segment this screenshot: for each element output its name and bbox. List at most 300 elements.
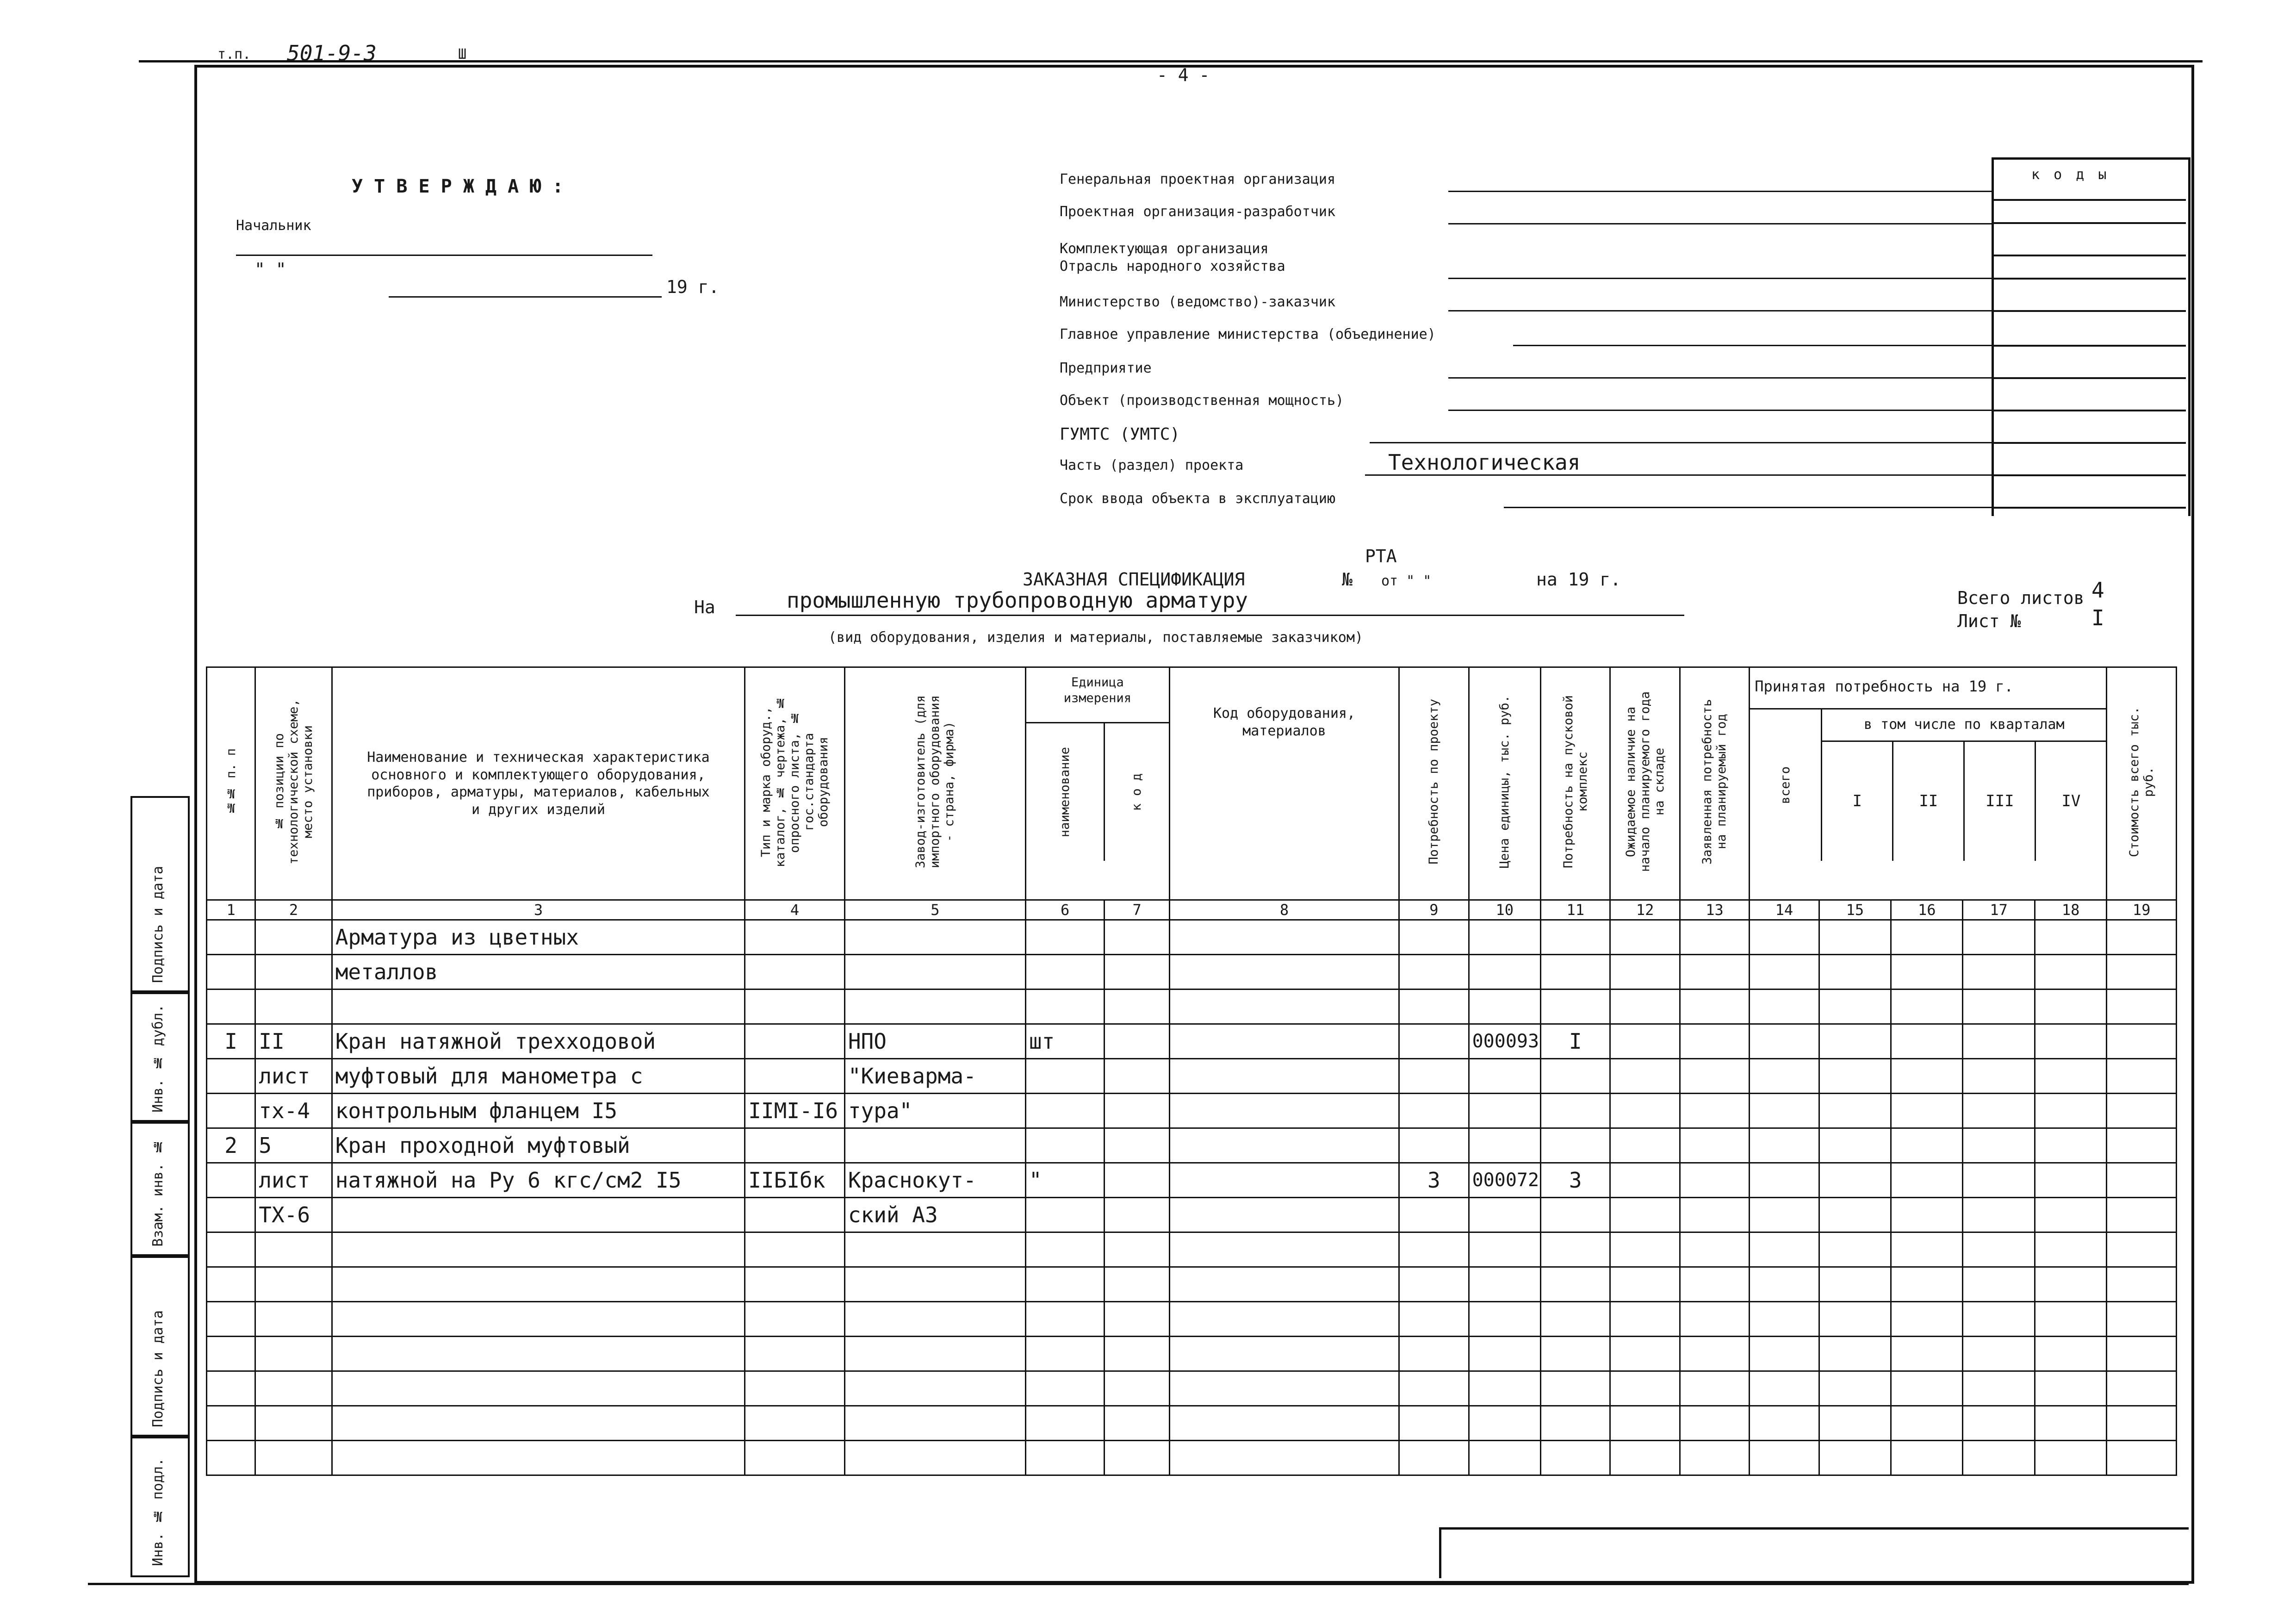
cell-c8 — [1169, 1163, 1399, 1198]
spec-title: ЗАКАЗНАЯ СПЕЦИФИКАЦИЯ — [1023, 569, 1245, 590]
codes-box — [1992, 157, 2191, 516]
cell-c1 — [207, 1267, 255, 1302]
org-field-label: Отрасль народного хозяйства — [1060, 258, 1285, 274]
cell-c14 — [1750, 989, 1819, 1024]
cell-c15 — [1819, 1337, 1891, 1371]
column-number: 18 — [2035, 900, 2106, 920]
cell-c6 — [1025, 955, 1104, 989]
cell-c5 — [844, 1441, 1025, 1475]
cell-c17 — [1963, 1094, 2035, 1128]
cell-c19 — [2107, 1198, 2177, 1232]
cell-c18 — [2035, 920, 2106, 955]
cell-c15 — [1819, 1094, 1891, 1128]
cell-c7 — [1105, 989, 1169, 1024]
approve-date-line — [389, 296, 662, 298]
cell-c6 — [1025, 1059, 1104, 1094]
cell-c12 — [1610, 1337, 1680, 1371]
cell-c5 — [844, 1406, 1025, 1441]
org-field-label: Проектная организация-разработчик — [1060, 204, 1336, 220]
cell-c5: "Киевармa- — [844, 1059, 1025, 1094]
header-c8: Код оборудования, материалов — [1169, 667, 1399, 900]
q1-header: I — [1822, 742, 1893, 861]
cell-c5 — [844, 955, 1025, 989]
cell-c2: ТХ-6 — [255, 1198, 332, 1232]
cell-c2 — [255, 1441, 332, 1475]
cell-c4: IIМI-I6 — [745, 1094, 845, 1128]
cell-c14 — [1750, 1163, 1819, 1198]
spec-from: от " " — [1381, 573, 1432, 589]
codes-row-line — [1992, 410, 2186, 411]
cell-c4 — [745, 1059, 845, 1094]
cell-c6: шт — [1025, 1024, 1104, 1059]
cell-c18 — [2035, 989, 2106, 1024]
cell-c7 — [1105, 1441, 1169, 1475]
cell-c4 — [745, 955, 845, 989]
cell-c17 — [1963, 1267, 2035, 1302]
cell-c16 — [1891, 1232, 1963, 1267]
cell-c14 — [1750, 955, 1819, 989]
table-row — [207, 1302, 2177, 1337]
cell-c19 — [2107, 1441, 2177, 1475]
cell-c15 — [1819, 1267, 1891, 1302]
cell-c4 — [745, 1302, 845, 1337]
cell-c2 — [255, 1267, 332, 1302]
cell-c16 — [1891, 1094, 1963, 1128]
cell-c17 — [1963, 1024, 2035, 1059]
cell-c8 — [1169, 1441, 1399, 1475]
cell-c11 — [1541, 920, 1610, 955]
cell-c12 — [1610, 1128, 1680, 1163]
cell-c2: лист — [255, 1163, 332, 1198]
cell-c12 — [1610, 989, 1680, 1024]
cell-c5 — [844, 1371, 1025, 1406]
column-number: 11 — [1541, 900, 1610, 920]
codes-row-line — [1992, 442, 2186, 444]
cell-c16 — [1891, 1128, 1963, 1163]
side-stamp-cell — [130, 1120, 190, 1258]
cell-c1 — [207, 1337, 255, 1371]
cell-c16 — [1891, 1198, 1963, 1232]
cell-c18 — [2035, 955, 2106, 989]
side-stamp-label: Подпись и дата — [150, 1310, 166, 1427]
cell-c18 — [2035, 1024, 2106, 1059]
cell-c8 — [1169, 1059, 1399, 1094]
column-number: 12 — [1610, 900, 1680, 920]
side-stamp-cell — [130, 1435, 190, 1577]
org-field-label: ГУМТС (УМТС) — [1060, 425, 1180, 444]
cell-c8 — [1169, 1094, 1399, 1128]
header-accepted — [1750, 667, 2107, 900]
cell-c10 — [1469, 1232, 1540, 1267]
cell-c6 — [1025, 1198, 1104, 1232]
cell-c14 — [1750, 1232, 1819, 1267]
org-field-line — [1448, 310, 1992, 311]
cell-c16 — [1891, 1337, 1963, 1371]
cell-c8 — [1169, 1232, 1399, 1267]
cell-c8 — [1169, 1371, 1399, 1406]
org-field-label: Предприятие — [1060, 360, 1152, 376]
cell-c1 — [207, 1371, 255, 1406]
cell-c7 — [1105, 1128, 1169, 1163]
cell-c15 — [1819, 1406, 1891, 1441]
cell-c5 — [844, 989, 1025, 1024]
cell-c6 — [1025, 1302, 1104, 1337]
cell-c16 — [1891, 1441, 1963, 1475]
cell-c12 — [1610, 1441, 1680, 1475]
codes-row-line — [1992, 310, 2186, 312]
org-field-line — [1448, 410, 1992, 411]
cell-c7 — [1105, 1163, 1169, 1198]
frame-top-extension — [139, 60, 2203, 62]
cell-c15 — [1819, 920, 1891, 955]
cell-c11 — [1541, 1128, 1610, 1163]
cell-c5: Краснокут- — [844, 1163, 1025, 1198]
cell-c10 — [1469, 989, 1540, 1024]
cell-c7 — [1105, 920, 1169, 955]
header-unit — [1025, 667, 1169, 900]
cell-c4 — [745, 1406, 845, 1441]
column-number: 3 — [332, 900, 745, 920]
cell-c10: 000072 — [1469, 1163, 1540, 1198]
cell-c19 — [2107, 1337, 2177, 1371]
column-number: 13 — [1680, 900, 1749, 920]
table-row — [207, 1371, 2177, 1406]
cell-c17 — [1963, 1406, 2035, 1441]
cell-c1 — [207, 1302, 255, 1337]
cell-c11 — [1541, 1337, 1610, 1371]
cell-c12 — [1610, 1024, 1680, 1059]
cell-c15 — [1819, 1232, 1891, 1267]
cell-c14 — [1750, 1024, 1819, 1059]
cell-c16 — [1891, 1163, 1963, 1198]
cell-c1 — [207, 1198, 255, 1232]
cell-c2 — [255, 1371, 332, 1406]
cell-c4 — [745, 1128, 845, 1163]
cell-c14 — [1750, 1059, 1819, 1094]
cell-c3: Кран проходной муфтовый — [332, 1128, 745, 1163]
spec-na: На — [694, 597, 715, 617]
cell-c3 — [332, 1302, 745, 1337]
side-stamp-cell — [130, 990, 190, 1124]
cell-c9 — [1399, 1267, 1469, 1302]
table-row — [207, 1024, 2177, 1059]
cell-c3 — [332, 1198, 745, 1232]
header-c9: Потребность по проекту — [1399, 667, 1469, 900]
cell-c11 — [1541, 1441, 1610, 1475]
spec-number-label: № — [1342, 569, 1353, 590]
codes-row-line — [1992, 377, 2186, 379]
cell-c15 — [1819, 1163, 1891, 1198]
cell-c16 — [1891, 1406, 1963, 1441]
cell-c5: ский АЗ — [844, 1198, 1025, 1232]
side-stamp-label: Взам. инв. № — [150, 1139, 166, 1247]
cell-c6 — [1025, 1337, 1104, 1371]
column-number: 2 — [255, 900, 332, 920]
cell-c8 — [1169, 1302, 1399, 1337]
org-field-line — [1504, 507, 1992, 508]
column-number: 8 — [1169, 900, 1399, 920]
cell-c4 — [745, 1232, 845, 1267]
cell-c3 — [332, 1267, 745, 1302]
table-row — [207, 1094, 2177, 1128]
side-stamp-label: Подпись и дата — [150, 866, 166, 983]
cell-c13 — [1680, 1406, 1749, 1441]
cell-c14 — [1750, 1406, 1819, 1441]
cell-c15 — [1819, 1024, 1891, 1059]
cell-c18 — [2035, 1406, 2106, 1441]
bottom-box-top — [1439, 1527, 2189, 1530]
cell-c12 — [1610, 1163, 1680, 1198]
cell-c17 — [1963, 1128, 2035, 1163]
org-field-line — [1370, 442, 1992, 443]
approve-title: У Т В Е Р Ж Д А Ю : — [352, 176, 564, 197]
cell-c10 — [1469, 1267, 1540, 1302]
cell-c5 — [844, 1337, 1025, 1371]
cell-c1 — [207, 1163, 255, 1198]
cell-c18 — [2035, 1267, 2106, 1302]
cell-c6 — [1025, 1267, 1104, 1302]
cell-c15 — [1819, 989, 1891, 1024]
column-number: 5 — [844, 900, 1025, 920]
cell-c9 — [1399, 1024, 1469, 1059]
spec-subject: промышленную трубопроводную арматуру — [787, 588, 1248, 613]
cell-c2 — [255, 955, 332, 989]
cell-c3: муфтовый для манометра с — [332, 1059, 745, 1094]
cell-c12 — [1610, 1198, 1680, 1232]
cell-c2: тх-4 — [255, 1094, 332, 1128]
cell-c10 — [1469, 1094, 1540, 1128]
cell-c19 — [2107, 1024, 2177, 1059]
cell-c1 — [207, 955, 255, 989]
cell-c9 — [1399, 955, 1469, 989]
approve-year: 19 г. — [666, 277, 720, 297]
cell-c19 — [2107, 1094, 2177, 1128]
cell-c18 — [2035, 1163, 2106, 1198]
cell-c14 — [1750, 920, 1819, 955]
stamp-roman: Ш — [458, 46, 467, 62]
codes-row-line — [1992, 255, 2186, 256]
cell-c4 — [745, 1371, 845, 1406]
cell-c10 — [1469, 1406, 1540, 1441]
cell-c13 — [1680, 1232, 1749, 1267]
cell-c18 — [2035, 1232, 2106, 1267]
column-number: 7 — [1105, 900, 1169, 920]
cell-c2: 5 — [255, 1128, 332, 1163]
cell-c1 — [207, 920, 255, 955]
stamp-number: 501-9-3 — [287, 41, 377, 66]
codes-row-line — [1992, 345, 2186, 347]
cell-c15 — [1819, 1371, 1891, 1406]
cell-c14 — [1750, 1441, 1819, 1475]
column-number: 15 — [1819, 900, 1891, 920]
header-row — [207, 667, 2177, 900]
cell-c17 — [1963, 1441, 2035, 1475]
cell-c12 — [1610, 1094, 1680, 1128]
cell-c16 — [1891, 1267, 1963, 1302]
cell-c17 — [1963, 989, 2035, 1024]
cell-c11 — [1541, 1198, 1610, 1232]
side-stamp-label: Инв. № подл. — [150, 1458, 166, 1566]
cell-c8 — [1169, 1128, 1399, 1163]
cell-c19 — [2107, 1302, 2177, 1337]
cell-c13 — [1680, 1094, 1749, 1128]
cell-c5 — [844, 1267, 1025, 1302]
side-stamp-cell — [130, 1254, 190, 1438]
org-field-label: Часть (раздел) проекта — [1060, 457, 1244, 473]
cell-c11: 3 — [1541, 1163, 1610, 1198]
cell-c10 — [1469, 1371, 1540, 1406]
cell-c9 — [1399, 1094, 1469, 1128]
column-number: 6 — [1025, 900, 1104, 920]
cell-c14 — [1750, 1337, 1819, 1371]
header-c4: Тип и марка оборуд., каталог, № чертежа, № опросного листа, № гос.стандарта оборудования — [745, 667, 845, 900]
cell-c13 — [1680, 1337, 1749, 1371]
cell-c7 — [1105, 1059, 1169, 1094]
cell-c15 — [1819, 1128, 1891, 1163]
cell-c9 — [1399, 1302, 1469, 1337]
cell-c4 — [745, 1267, 845, 1302]
cell-c4 — [745, 920, 845, 955]
table-row — [207, 1232, 2177, 1267]
cell-c19 — [2107, 1406, 2177, 1441]
cell-c13 — [1680, 1371, 1749, 1406]
bottom-box-left — [1439, 1527, 1441, 1578]
cell-c19 — [2107, 1163, 2177, 1198]
cell-c16 — [1891, 920, 1963, 955]
cell-c6 — [1025, 1406, 1104, 1441]
cell-c9 — [1399, 1406, 1469, 1441]
cell-c17 — [1963, 955, 2035, 989]
column-number: 9 — [1399, 900, 1469, 920]
cell-c7 — [1105, 1198, 1169, 1232]
cell-c9 — [1399, 920, 1469, 955]
table-row — [207, 1337, 2177, 1371]
unit-code-header: к о д — [1129, 773, 1144, 811]
total-header: всего — [1750, 709, 1822, 861]
cell-c18 — [2035, 1128, 2106, 1163]
table-row — [207, 1163, 2177, 1198]
cell-c14 — [1750, 1198, 1819, 1232]
cell-c8 — [1169, 920, 1399, 955]
cell-c12 — [1610, 955, 1680, 989]
cell-c18 — [2035, 1371, 2106, 1406]
cell-c13 — [1680, 1024, 1749, 1059]
cell-c14 — [1750, 1371, 1819, 1406]
cell-c3 — [332, 1337, 745, 1371]
cell-c14 — [1750, 1302, 1819, 1337]
cell-c17 — [1963, 1059, 2035, 1094]
cell-c1 — [207, 1232, 255, 1267]
cell-c10 — [1469, 1337, 1540, 1371]
cell-c19 — [2107, 955, 2177, 989]
unit-name-header: наименование — [1026, 723, 1105, 861]
spec-subject-note: (вид оборудования, изделия и материалы, поставляемые заказчиком) — [828, 629, 1363, 646]
cell-c12 — [1610, 1406, 1680, 1441]
cell-c1 — [207, 989, 255, 1024]
cell-c5: тура" — [844, 1094, 1025, 1128]
cell-c3: металлов — [332, 955, 745, 989]
cell-c5 — [844, 1232, 1025, 1267]
cell-c7 — [1105, 1094, 1169, 1128]
cell-c6: " — [1025, 1163, 1104, 1198]
cell-c19 — [2107, 920, 2177, 955]
column-number: 1 — [207, 900, 255, 920]
cell-c16 — [1891, 955, 1963, 989]
spec-rta: РТА — [1365, 546, 1397, 566]
cell-c13 — [1680, 989, 1749, 1024]
cell-c17 — [1963, 920, 2035, 955]
cell-c11 — [1541, 989, 1610, 1024]
cell-c1: I — [207, 1024, 255, 1059]
cell-c16 — [1891, 1024, 1963, 1059]
org-field-label: Министерство (ведомство)-заказчик — [1060, 294, 1336, 310]
spec-for-year: на 19 г. — [1536, 569, 1621, 590]
cell-c8 — [1169, 989, 1399, 1024]
cell-c13 — [1680, 1059, 1749, 1094]
cell-c9: 3 — [1399, 1163, 1469, 1198]
cell-c13 — [1680, 920, 1749, 955]
cell-c4 — [745, 1198, 845, 1232]
cell-c6 — [1025, 1441, 1104, 1475]
approve-date-quotes: " " — [254, 259, 286, 280]
table-row — [207, 1406, 2177, 1441]
column-number: 16 — [1891, 900, 1963, 920]
cell-c2: лист — [255, 1059, 332, 1094]
cell-c2 — [255, 1232, 332, 1267]
header-c10: Цена единицы, тыс. руб. — [1469, 667, 1540, 900]
cell-c12 — [1610, 1371, 1680, 1406]
accepted-title: Принятая потребность на 19 г. — [1750, 668, 2106, 709]
column-number: 17 — [1963, 900, 2035, 920]
table-row — [207, 989, 2177, 1024]
cell-c12 — [1610, 1267, 1680, 1302]
approve-chief-line — [236, 255, 652, 256]
project-part-value: Технологическая — [1388, 450, 1581, 475]
cell-c13 — [1680, 1302, 1749, 1337]
header-c5: Завод-изготовитель (для импортного оборудования - страна, фирма) — [844, 667, 1025, 900]
cell-c6 — [1025, 1371, 1104, 1406]
cell-c10 — [1469, 1441, 1540, 1475]
page-number: - 4 - — [1157, 65, 1210, 85]
q3-header: III — [1965, 742, 2036, 861]
cell-c12 — [1610, 1232, 1680, 1267]
org-field-line — [1448, 223, 1992, 224]
org-field-line — [1448, 191, 1992, 192]
cell-c2 — [255, 1337, 332, 1371]
cell-c17 — [1963, 1302, 2035, 1337]
table-row — [207, 1441, 2177, 1475]
cell-c7 — [1105, 1302, 1169, 1337]
table-row — [207, 1059, 2177, 1094]
cell-c10 — [1469, 1128, 1540, 1163]
cell-c1 — [207, 1441, 255, 1475]
approve-chief: Начальник — [236, 218, 311, 234]
cell-c3: Арматура из цветных — [332, 920, 745, 955]
cell-c7 — [1105, 1371, 1169, 1406]
cell-c7 — [1105, 955, 1169, 989]
cell-c2 — [255, 920, 332, 955]
cell-c13 — [1680, 1128, 1749, 1163]
column-number: 19 — [2107, 900, 2177, 920]
cell-c1 — [207, 1094, 255, 1128]
cell-c9 — [1399, 1128, 1469, 1163]
org-field-line — [1513, 345, 1992, 346]
codes-row-line — [1992, 507, 2186, 509]
codes-row-line — [1992, 278, 2186, 280]
cell-c6 — [1025, 989, 1104, 1024]
cell-c10 — [1469, 1059, 1540, 1094]
cell-c12 — [1610, 1059, 1680, 1094]
